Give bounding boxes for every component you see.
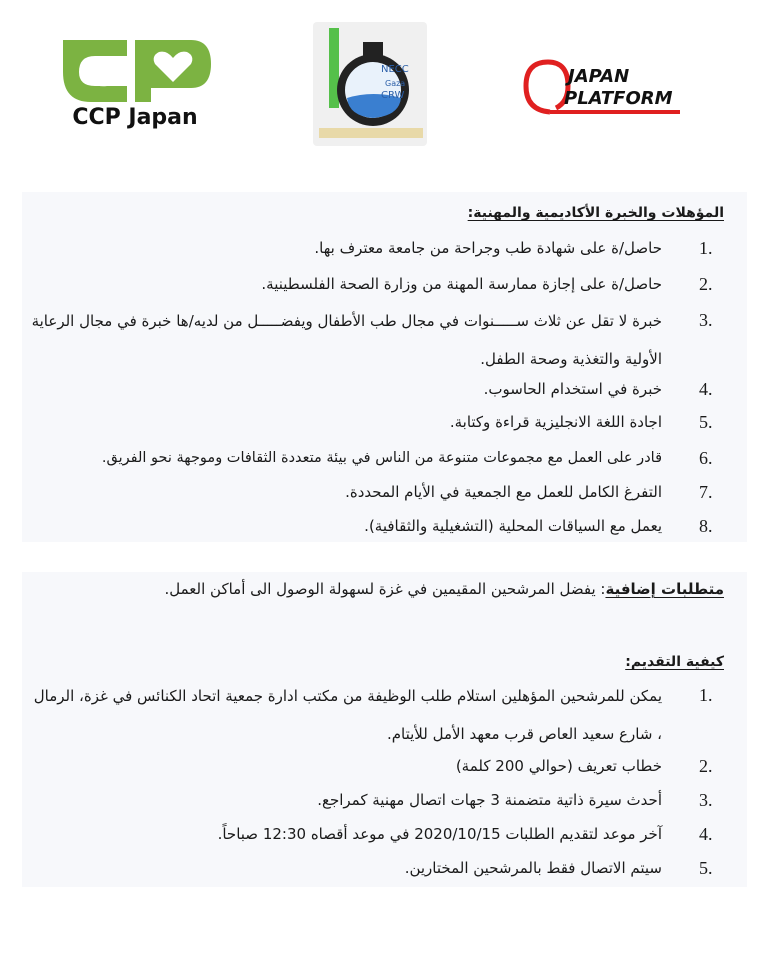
- apply-item: [40, 816, 724, 852]
- item-text: حاصل/ة على شهادة طب وجراحة من جامعة معترف بها.: [314, 239, 662, 257]
- japan-platform-logo: [520, 50, 685, 125]
- item-text: يعمل مع السياقات المحلية (التشغيلية والثقافية).: [364, 517, 662, 535]
- qualification-item: [40, 371, 724, 407]
- item-number: 3.: [699, 790, 713, 810]
- necc-text: NECC: [381, 64, 409, 75]
- item-text: التفرغ الكامل للعمل مع الجمعية في الأيام المحددة.: [345, 483, 662, 501]
- necc-crw-text: CRW: [381, 90, 405, 101]
- necc-gaza-text: Gaza: [385, 79, 406, 88]
- apply-item: [25, 677, 724, 753]
- item-text: يمكن للمرشحين المؤهلين استلام طلب الوظيفة من مكتب ادارة جمعية اتحاد الكنائس في غزة، الرمال ، شارع سعيد العاص قرب معهد الأمل للأيتام.: [33, 687, 662, 743]
- item-text: خطاب تعريف (حوالي 200 كلمة): [455, 757, 662, 775]
- ccp-japan-logo: [55, 30, 215, 130]
- item-number: 5.: [699, 412, 713, 432]
- qualification-item: [40, 266, 724, 302]
- item-number: 1.: [699, 238, 713, 258]
- item-number: 1.: [699, 685, 713, 705]
- qualification-item: [25, 440, 724, 476]
- item-number: 4.: [699, 824, 713, 844]
- item-text: خبرة في استخدام الحاسوب.: [483, 380, 662, 398]
- item-text: سيتم الاتصال فقط بالمرشحين المختارين.: [404, 859, 662, 877]
- jp-line2: PLATFORM: [564, 88, 673, 109]
- qualification-item: [40, 508, 724, 544]
- item-text: قادر على العمل مع مجموعات متنوعة من الناس في بيئة متعددة الثقافات وموجهة نحو الفريق.: [101, 450, 662, 466]
- qualification-item: [40, 230, 724, 266]
- additional-requirements-label: متطلبات إضافية: [605, 580, 724, 598]
- item-number: 2.: [699, 756, 713, 776]
- item-text: أحدث سيرة ذاتية متضمنة 3 جهات اتصال مهنية كمراجع.: [317, 791, 662, 809]
- necc-crw-logo: [311, 20, 429, 148]
- ccp-logo-text: CCP Japan: [72, 105, 198, 130]
- how-to-apply-heading: كيفية التقديم:: [625, 654, 724, 670]
- apply-item: [40, 748, 724, 784]
- item-number: 4.: [699, 379, 713, 399]
- apply-item: [40, 850, 724, 886]
- item-text: آخر موعد لتقديم الطلبات 2020/10/15 في موعد أقصاه 12:30 صباحاً.: [217, 825, 662, 843]
- qualification-item: [25, 302, 724, 378]
- item-number: 8.: [699, 516, 713, 536]
- additional-requirements: [165, 580, 725, 598]
- item-number: 3.: [699, 310, 713, 330]
- item-text: اجادة اللغة الانجليزية قراءة وكتابة.: [449, 413, 662, 431]
- qualifications-heading: المؤهلات والخبرة الأكاديمية والمهنية:: [467, 205, 724, 221]
- apply-item: [40, 782, 724, 818]
- qualification-item: [40, 474, 724, 510]
- qualification-item: [40, 404, 724, 440]
- item-text: حاصل/ة على إجازة ممارسة المهنة من وزارة الصحة الفلسطينية.: [261, 275, 662, 293]
- item-text: خبرة لا تقل عن ثلاث ســـــنوات في مجال طب الأطفال ويفضـــــل من لديه/ها خبرة في مجال الرعاية الأولية والتغذية وصحة الطفل.: [31, 312, 662, 368]
- item-number: 5.: [699, 858, 713, 878]
- item-number: 6.: [699, 448, 713, 468]
- item-number: 7.: [699, 482, 713, 502]
- jp-line1: JAPAN: [568, 66, 630, 87]
- item-number: 2.: [699, 274, 713, 294]
- additional-requirements-text: : يفضل المرشحين المقيمين في غزة لسهولة الوصول الى أماكن العمل.: [164, 580, 606, 598]
